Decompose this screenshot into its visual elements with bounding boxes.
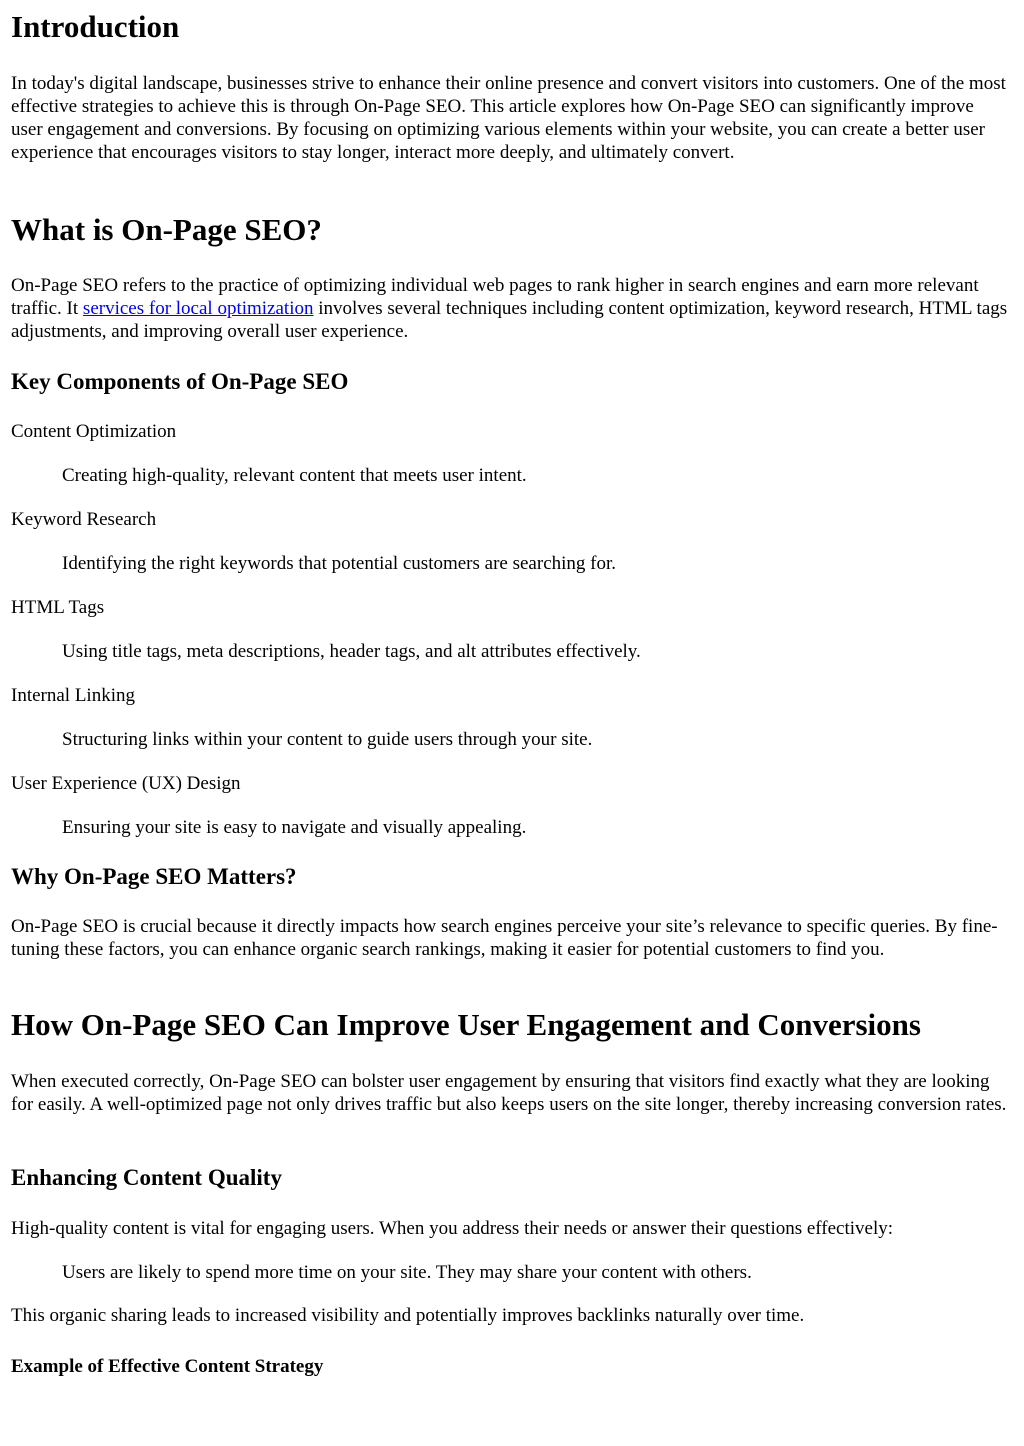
what-is-paragraph	[11, 274, 1010, 343]
component-description: Using title tags, meta descriptions, header tags, and alt attributes effectively.	[62, 641, 641, 662]
component-description: Identifying the right keywords that potential customers are searching for.	[62, 553, 617, 574]
enhancing-content-heading: Enhancing Content Quality	[11, 1165, 282, 1190]
what-is-heading: What is On-Page SEO?	[11, 212, 322, 247]
why-matters-heading: Why On-Page SEO Matters?	[11, 864, 297, 889]
component-term: Content Optimization	[11, 421, 177, 442]
component-term: User Experience (UX) Design	[11, 773, 241, 794]
how-improve-heading: How On-Page SEO Can Improve User Engagement and Conversions	[11, 1007, 921, 1042]
example-strategy-heading: Example of Effective Content Strategy	[11, 1356, 324, 1377]
how-improve-paragraph: When executed correctly, On-Page SEO can bolster user engagement by ensuring that visitors find exactly what they are looking for easily. A well-optimized page not only drives traffic but also keeps users on the site longer, thereby increasing conversion rates.	[11, 1071, 1007, 1115]
component-description: Creating high-quality, relevant content that meets user intent.	[62, 465, 527, 486]
component-description: Structuring links within your content to guide users through your site.	[62, 729, 593, 750]
enhancing-content-paragraph: High-quality content is vital for engaging users. When you address their needs or answer their questions effectively:	[11, 1218, 894, 1239]
local-optimization-link[interactable]: services for local optimization	[82, 298, 314, 319]
component-term: Keyword Research	[11, 509, 157, 530]
what-is-text-before: On-Page SEO refers to the practice of optimizing individual web pages to rank higher in search engines and earn more relevant traffic. It	[11, 275, 979, 319]
key-components-list	[11, 420, 1010, 860]
component-term: HTML Tags	[11, 597, 105, 618]
what-is-text-after: involves several techniques including content optimization, keyword research, HTML tags adjustments, and improving overall user experience.	[11, 298, 1008, 342]
intro-paragraph: In today's digital landscape, businesses strive to enhance their online presence and convert visitors into customers. One of the most effective strategies to achieve this is through On-Page SEO. This article explores how On-Page SEO can significantly improve user engagement and conversions. By focusing on optimizing various elements within your website, you can create a better user experience that encourages visitors to stay longer, interact more deeply, and ultimately convert.	[11, 73, 1006, 163]
why-matters-paragraph: On-Page SEO is crucial because it directly impacts how search engines perceive your site’s relevance to specific queries. By fine-tuning these factors, you can enhance organic search rankings, making it easier for potential customers to find you.	[11, 916, 998, 960]
component-term: Internal Linking	[11, 685, 135, 706]
enhancing-content-indented: Users are likely to spend more time on your site. They may share your content with others.	[62, 1262, 752, 1283]
key-components-heading: Key Components of On-Page SEO	[11, 369, 349, 394]
component-description: Ensuring your site is easy to navigate and visually appealing.	[62, 817, 527, 838]
organic-sharing-paragraph: This organic sharing leads to increased visibility and potentially improves backlinks naturally over time.	[11, 1305, 805, 1326]
intro-heading: Introduction	[11, 9, 180, 44]
